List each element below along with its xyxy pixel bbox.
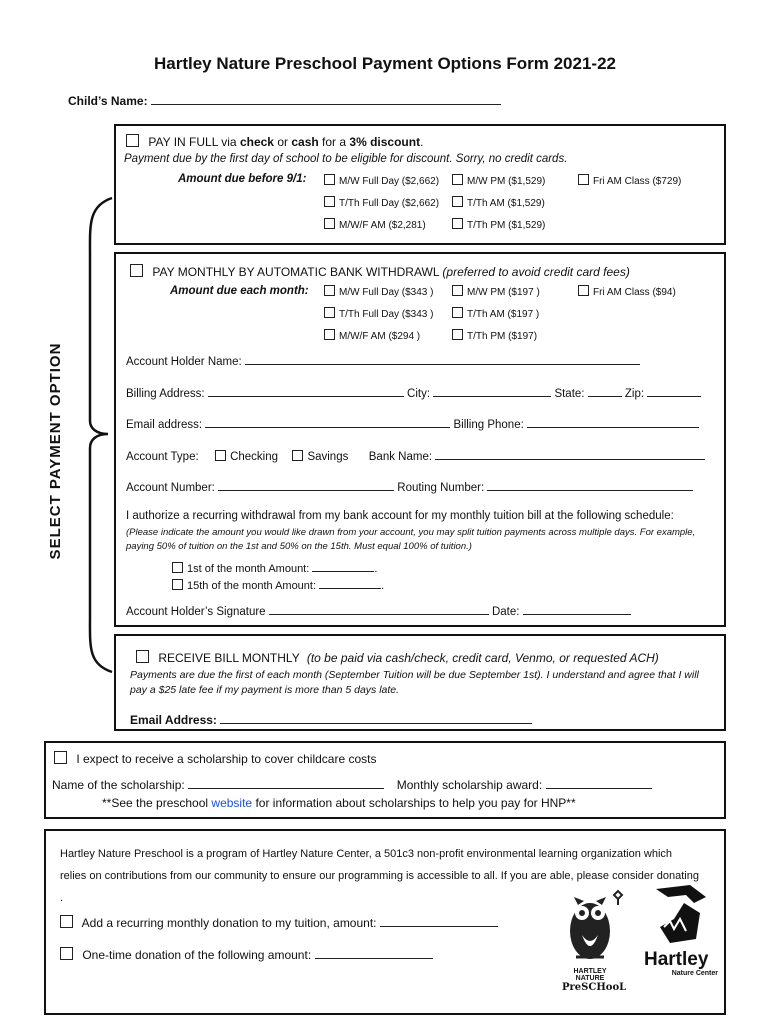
bill-monthly-section [114,634,726,731]
nature-center-logo-text-a: Hartley [644,949,709,970]
monthly-option-mw-full-day[interactable]: M/W Full Day ($343 ) [324,285,433,298]
child-name-label: Child’s Name: [68,94,148,108]
select-payment-option-label: SELECT PAYMENT OPTION [47,342,64,560]
bill-monthly-checkbox[interactable] [136,650,149,663]
monthly-option-fri-am[interactable]: Fri AM Class ($94) [578,285,676,298]
child-name-field[interactable] [151,93,501,105]
onetime-donation-checkbox[interactable] [60,947,73,960]
option-mw-pm[interactable]: M/W PM ($1,529) [452,174,545,187]
onetime-donation-amount-field[interactable] [315,947,433,959]
scholarship-name-row: Name of the scholarship: Monthly scholarship award: [52,777,652,792]
monthly-option-tth-pm[interactable]: T/Th PM ($197) [452,329,537,342]
authorize-text: I authorize a recurring withdrawal from my bank account for my monthly tuition bill at the following schedule: [126,510,674,522]
onetime-donation-row: One-time donation of the following amount: [60,947,433,962]
first-of-month-amount-field[interactable] [312,560,374,572]
authorize-note: (Please indicate the amount you would like drawn from your account, you may split tuition payments across multiple days. For example, paying 50% of tuition on the 1st and 50% on the 15th. Must equal 100% of tuition.) [126,527,696,552]
account-number-row: Account Number: Routing Number: [126,479,693,494]
pay-in-full-checkbox[interactable] [126,134,139,147]
pay-monthly-heading: PAY MONTHLY BY AUTOMATIC BANK WITHDRAWL (preferred to avoid credit card fees) [130,264,630,279]
account-holder-name-field[interactable] [245,353,640,365]
scholarship-name-field[interactable] [188,777,384,789]
option-fri-am[interactable]: Fri AM Class ($729) [578,174,681,187]
billing-address-row: Billing Address: City: State: Zip: [126,385,701,400]
fifteenth-of-month-amount-field[interactable] [319,577,381,589]
account-type-row: Account Type: Checking Savings Bank Name: [126,448,705,463]
signature-field[interactable] [269,603,489,615]
pay-in-full-section [114,124,726,245]
billing-address-field[interactable] [208,385,404,397]
scholarship-section [44,741,726,819]
pay-monthly-checkbox[interactable] [130,264,143,277]
scholarship-checkbox-row: I expect to receive a scholarship to cover childcare costs [54,751,376,766]
date-field[interactable] [523,603,631,615]
bill-monthly-heading: RECEIVE BILL MONTHLY (to be paid via cash/check, credit card, Venmo, or requested ACH) [136,650,659,665]
nature-center-logo [644,883,724,983]
preschool-logo [562,887,632,993]
scholarship-checkbox[interactable] [54,751,67,764]
option-tth-am[interactable]: T/Th AM ($1,529) [452,196,545,209]
nature-center-logo-text-b: Nature Center [671,970,718,977]
billing-phone-field[interactable] [527,416,699,428]
option-mw-full-day[interactable]: M/W Full Day ($2,662) [324,174,439,187]
option-mwf-am[interactable]: M/W/F AM ($2,281) [324,218,426,231]
donation-section [44,829,726,1015]
scholarship-website-note: **See the preschool website for information about scholarships to help you pay for HNP** [102,796,576,810]
pay-in-full-note: Payment due by the first day of school to be eligible for discount. Sorry, no credit cards. [124,153,568,165]
owl-logo-icon [562,887,632,963]
child-name-row [68,93,501,108]
amount-due-each-month-label: Amount due each month: [170,285,309,297]
recurring-donation-row: Add a recurring monthly donation to my tuition, amount: [60,915,498,930]
payment-bracket [78,196,118,676]
monthly-option-tth-full-day[interactable]: T/Th Full Day ($343 ) [324,307,433,320]
website-link[interactable]: website [211,796,253,810]
option-tth-pm[interactable]: T/Th PM ($1,529) [452,218,545,231]
bill-email-row: Email Address: [130,712,532,727]
zip-field[interactable] [647,385,701,397]
recurring-donation-checkbox[interactable] [60,915,73,928]
pay-monthly-section [114,252,726,627]
email-row: Email address: Billing Phone: [126,416,699,431]
monthly-option-mw-pm[interactable]: M/W PM ($197 ) [452,285,540,298]
city-field[interactable] [433,385,551,397]
donation-text: Hartley Nature Preschool is a program of Hartley Nature Center, a 501c3 non-profit environmental learning organization which relies on contributions from our community to ensure our programming is accessible to all. If you are able, please consider donating . [60,848,699,904]
option-tth-full-day[interactable]: T/Th Full Day ($2,662) [324,196,439,209]
account-number-field[interactable] [218,479,394,491]
first-of-month-row: 1st of the month Amount: . [172,560,377,575]
routing-number-field[interactable] [487,479,693,491]
bill-monthly-note: Payments are due the first of each month (September Tuition will be due September 1st). I understand and agree that I will pay a $25 late fee if my payment is more than 5 days late. [130,669,699,696]
checking-checkbox[interactable] [215,450,226,461]
pay-in-full-heading: PAY IN FULL via check or cash for a 3% discount. [126,134,423,149]
scholarship-award-field[interactable] [546,777,652,789]
email-field[interactable] [205,416,450,428]
page-title: Hartley Nature Preschool Payment Options Form 2021-22 [154,54,616,73]
state-field[interactable] [588,385,622,397]
preschool-logo-text-b: PreSCHooL [562,982,627,993]
fifteenth-of-month-row: 15th of the month Amount: . [172,577,384,592]
heron-logo-icon [650,883,710,945]
savings-checkbox[interactable] [292,450,303,461]
bank-name-field[interactable] [435,448,705,460]
recurring-donation-amount-field[interactable] [380,915,498,927]
signature-row: Account Holder’s Signature Date: [126,603,631,618]
account-holder-name-row: Account Holder Name: [126,353,640,368]
bill-email-field[interactable] [220,712,532,724]
amount-due-before-label: Amount due before 9/1: [178,173,307,185]
monthly-option-tth-am[interactable]: T/Th AM ($197 ) [452,307,539,320]
preschool-logo-text-a: HARTLEY NATURE [573,968,607,982]
monthly-option-mwf-am[interactable]: M/W/F AM ($294 ) [324,329,420,342]
